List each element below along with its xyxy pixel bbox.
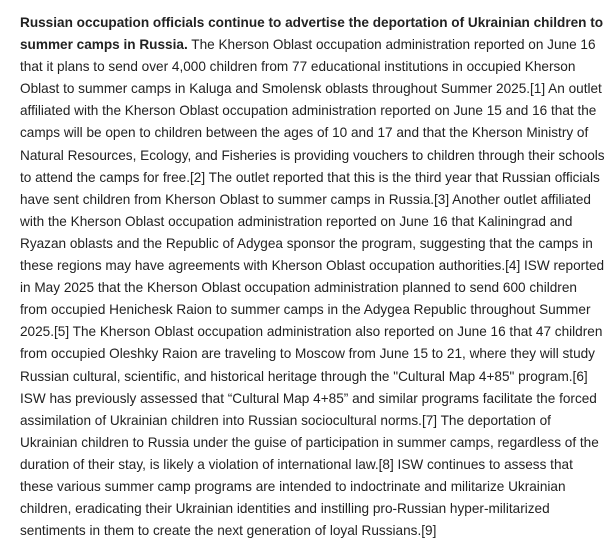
paragraph-body-text: The Kherson Oblast occupation administration reported on June 16 that it plans to send over 4,000 children from 77 educational institutions in occupied Kherson Oblast to summer camps in Kaluga and Smolensk oblasts throughout Summer 2025.[1] An outlet affiliated with the Kherson Oblast occupation administration reported on June 15 and 16 that the camps will be open to children between the ages of 10 and 17 and that the Kherson Ministry of Natural Resources, Ecology, and Fisheries is providing vouchers to children through their schools to attend the camps for free.[2] The outlet reported that this is the third year that Russian officials have sent children from Kherson Oblast to summer camps in Russia.[3] Another outlet affiliated with the Kherson Oblast occupation administration reported on June 16 that Kaliningrad and Ryazan oblasts and the Republic of Adygea sponsor the program, suggesting that the camps in these regions may have agreements with Kherson Oblast occupation authorities.[4] ISW reported in May 2025 that the Kherson Oblast occupation administration planned to send 600 children from occupied Henichesk Raion to summer camps in the Adygea Republic throughout Summer 2025.[5] The Kherson Oblast occupation administration also reported on June 16 that 47 children from occupied Oleshky Raion are traveling to Moscow from June 15 to 21, where they will study Russian cultural, scientific, and historical heritage through the "Cultural Map 4+85" program.[6] ISW has previously assessed that “Cultural Map 4+85” and similar programs facilitate the forced assimilation of Ukrainian children into Russian sociocultural norms.[7] The deportation of Ukrainian children to Russia under the guise of participation in summer camps, regardless of the duration of their stay, is likely a violation of international law.[8] ISW continues to assess that these various summer camp programs are intended to indoctrinate and militarize Ukrainian children, eradicating their Ukrainian identities and instilling pro-Russian hyper-militarized sentiments in them to create the next generation of loyal Russians.[9] xyxy=(20,37,605,539)
article-paragraph xyxy=(20,12,607,542)
paragraph-lead-sentence: Russian occupation officials continue to advertise the deportation of Ukrainian children to summer camps in Russia. xyxy=(20,15,604,53)
